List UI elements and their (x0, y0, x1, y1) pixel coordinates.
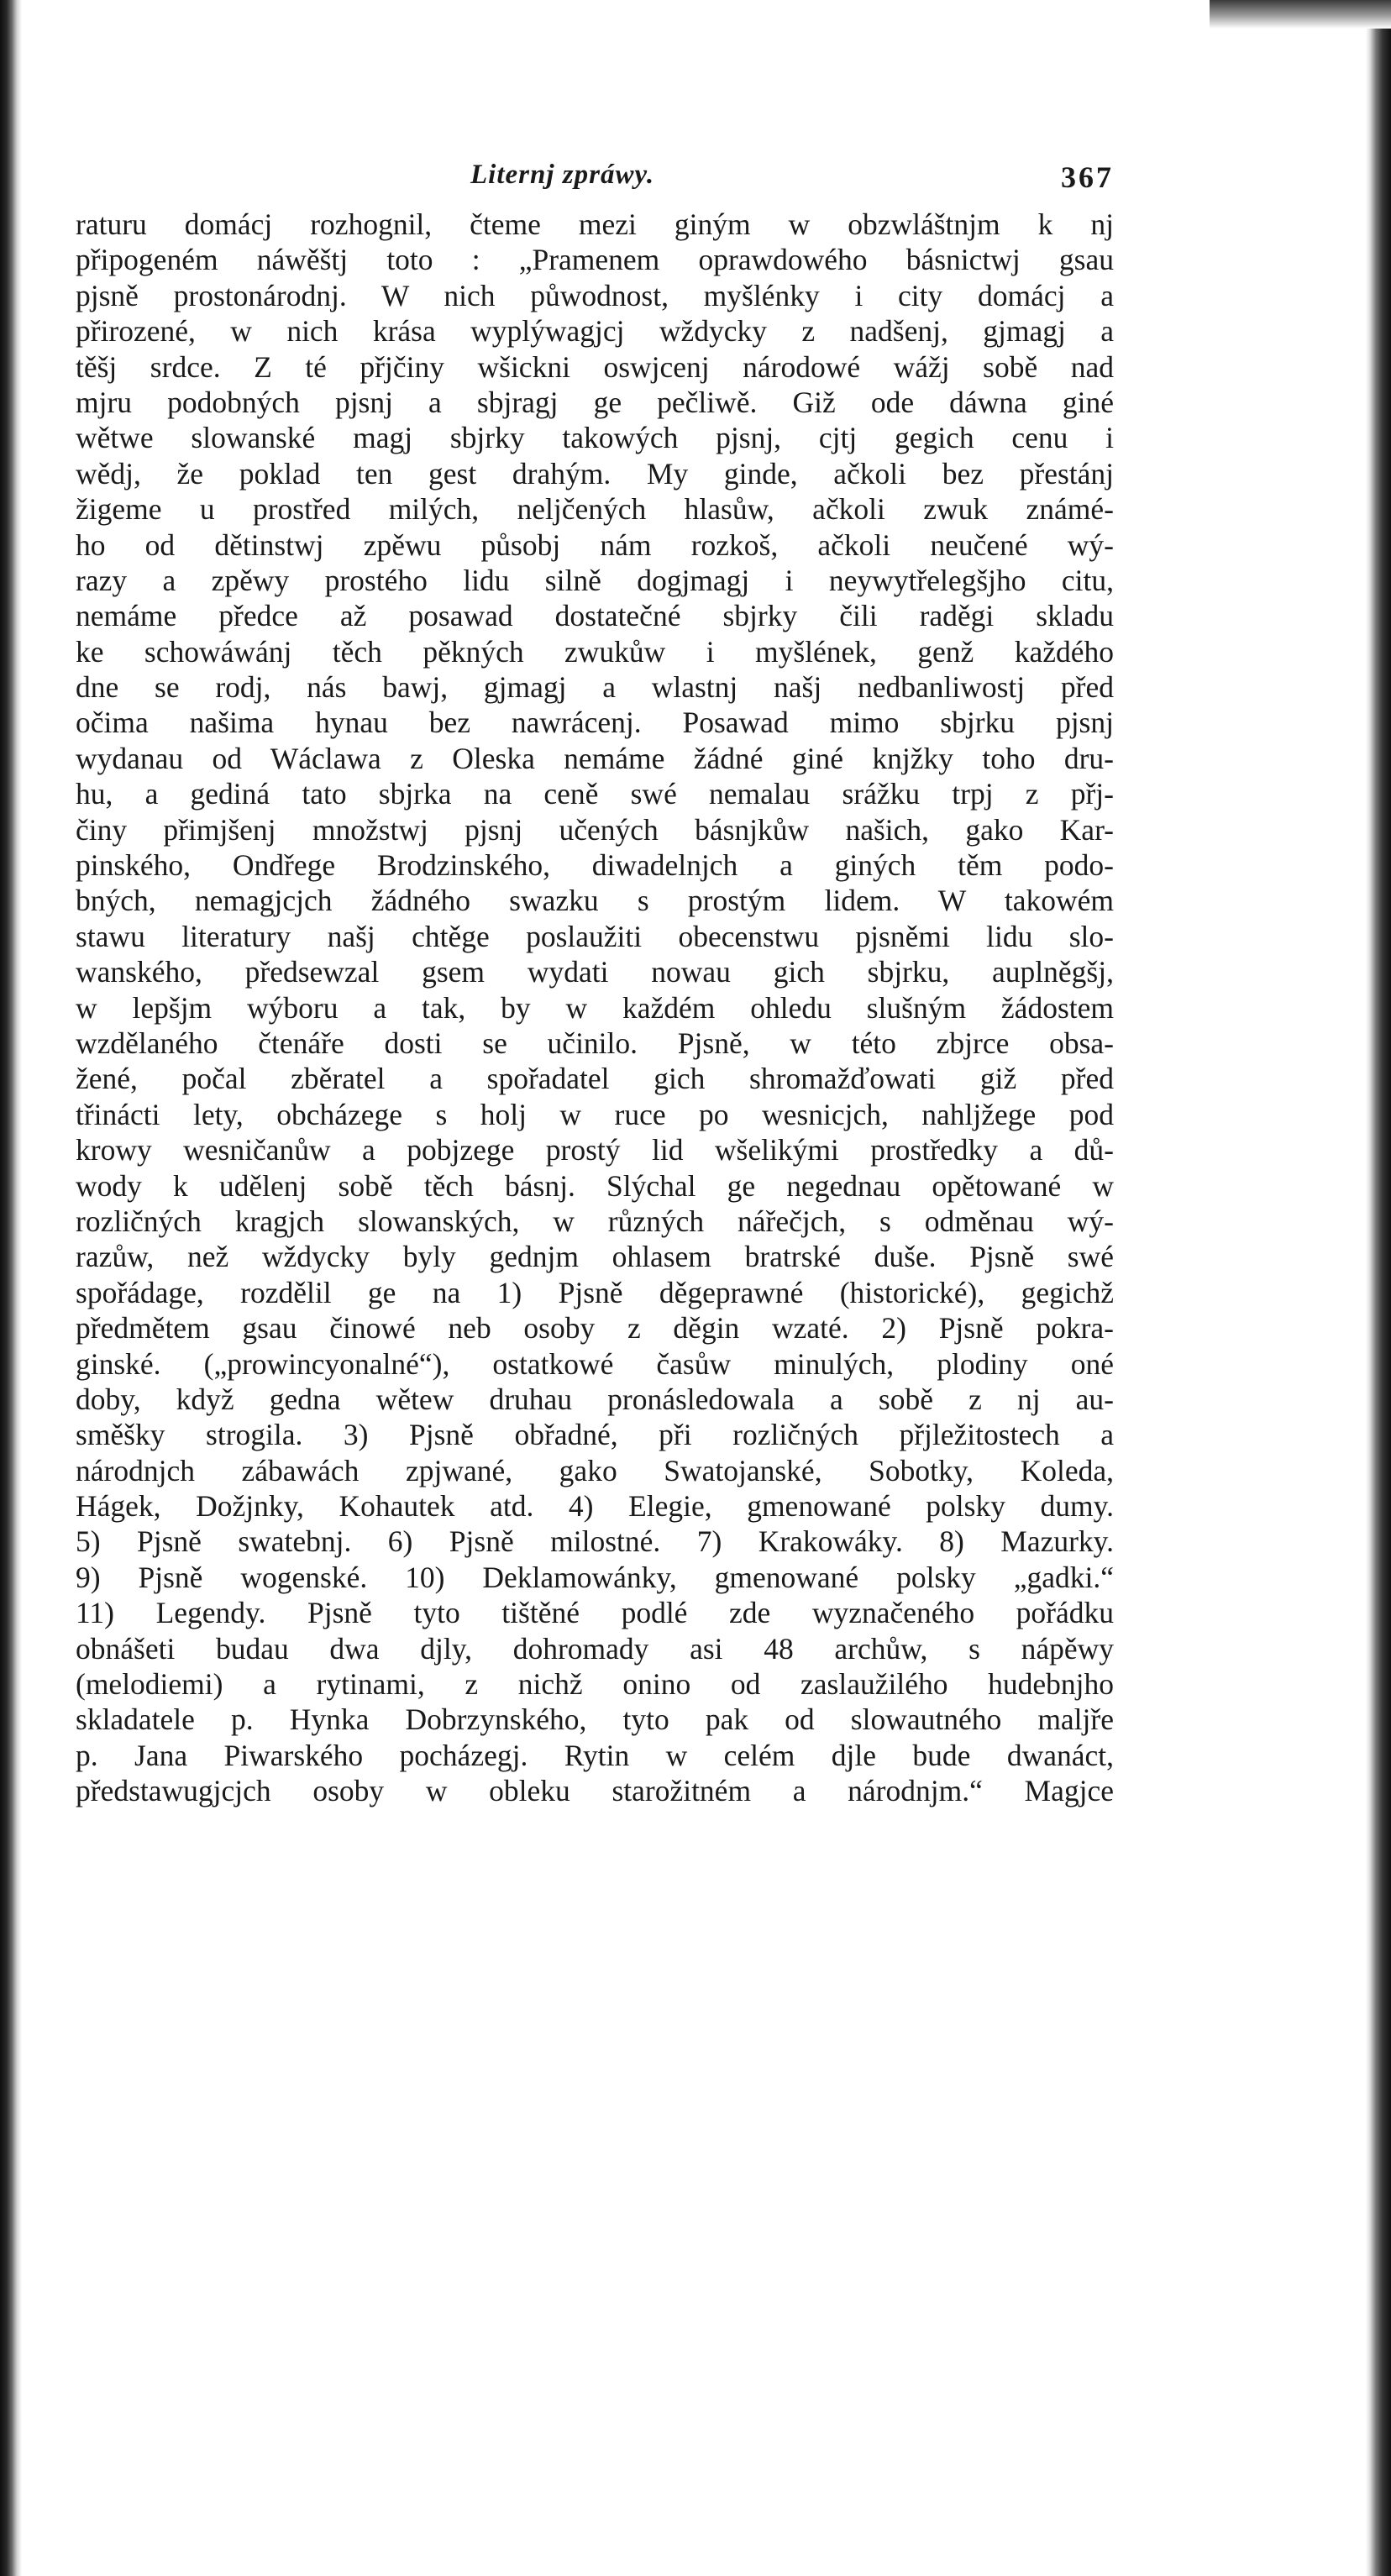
text-line: národnjch zábawách zpjwané, gako Swatojanské, Sobotky, Koleda, (76, 1453, 1114, 1487)
text-line: žené, počal zběratel a spořadatel gich shromažďowati giž před (76, 1062, 1114, 1096)
scan-top-shadow (1210, 0, 1391, 29)
text-line: Hágek, Dožjnky, Kohautek atd. 4) Elegie, gmenowané polsky dumy. (76, 1489, 1114, 1524)
page-number: 367 (1061, 160, 1114, 194)
book-page (76, 126, 1114, 1809)
text-line: pjsně prostonárodnj. W nich půwodnost, myšlénky i city domácj a (76, 278, 1114, 312)
text-line: krowy wesničanůw a pobjzege prostý lid wšelikými prostředky a dů- (76, 1133, 1114, 1167)
text-line: wody k udělenj sobě těch básnj. Slýchal ge negednau opětowané w (76, 1168, 1114, 1203)
text-line: doby, když gedna wětew druhau pronásledowala a sobě z nj au- (76, 1382, 1114, 1416)
text-line: ke schowáwánj těch pěkných zwukůw i myšlének, genž každého (76, 634, 1114, 669)
text-line: dne se rodj, nás bawj, gjmagj a wlastnj našj nedbanliwostj před (76, 670, 1114, 705)
text-line: 5) Pjsně swatebnj. 6) Pjsně milostné. 7) Krakowáky. 8) Mazurky. (76, 1524, 1114, 1559)
text-line: wětwe slowanské magj sbjrky takowých pjsnj, cjtj gegich cenu i (76, 421, 1114, 455)
scan-left-border (0, 0, 22, 2576)
text-line: nemáme předce až posawad dostatečné sbjrky čili raděgi skladu (76, 599, 1114, 633)
text-line: w lepšjm wýboru a tak, by w každém ohledu slušným žádostem (76, 990, 1114, 1025)
text-line: činy přimjšenj množstwj pjsnj učených básnjkůw našich, gako Kar- (76, 812, 1114, 847)
text-line: předstawugjcjch osoby w obleku starožitném a národnjm.“ Magjce (76, 1774, 1114, 1808)
text-line: připogeném náwěštj toto : „Pramenem oprawdowého básnictwj gsau (76, 243, 1114, 277)
text-line: bných, nemagjcjch žádného swazku s prostým lidem. W takowém (76, 884, 1114, 918)
text-line: směšky strogila. 3) Pjsně obřadné, při rozličných přjležitostech a (76, 1418, 1114, 1452)
text-line: hu, a gediná tato sbjrka na ceně swé nemalau srážku trpj z přj- (76, 777, 1114, 811)
text-line: rozličných kragjch slowanských, w různých nářečjch, s odměnau wý- (76, 1204, 1114, 1238)
text-line: třinácti lety, obcházege s holj w ruce po wesnicjch, nahljžege pod (76, 1097, 1114, 1131)
text-line: ginské. („prowincyonalné“), ostatkowé časůw minulých, plodiny oné (76, 1346, 1114, 1381)
text-line: wzdělaného čtenáře dosti se učinilo. Pjsně, w této zbjrce obsa- (76, 1026, 1114, 1060)
running-title: Liternj zpráwy. (470, 160, 655, 190)
text-line: pinského, Ondřege Brodzinského, diwadelnjch a giných těm podo- (76, 848, 1114, 883)
text-line: přirozené, w nich krása wyplýwagjcj wždycky z nadšenj, gjmagj a (76, 314, 1114, 349)
text-line: raturu domácj rozhognil, čteme mezi giným w obzwláštnjm k nj (76, 207, 1114, 241)
text-line: razy a zpěwy prostého lidu silně dogjmagj i neywytřelegšjho citu, (76, 563, 1114, 597)
text-line: razůw, než wždycky byly gednjm ohlasem bratrské duše. Pjsně swé (76, 1240, 1114, 1274)
text-line: stawu literatury našj chtěge poslaužiti obecenstwu pjsněmi lidu slo- (76, 919, 1114, 953)
text-line: 9) Pjsně wogenské. 10) Deklamowánky, gmenowané polsky „gadki.“ (76, 1560, 1114, 1594)
text-line: p. Jana Piwarského pocházegj. Rytin w celém djle bude dwanáct, (76, 1738, 1114, 1772)
text-line: (melodiemi) a rytinami, z nichž onino od zaslaužilého hudebnjho (76, 1667, 1114, 1702)
scan-right-border (1366, 0, 1391, 2576)
text-line: wědj, že poklad ten gest drahým. My ginde, ačkoli bez přestánj (76, 456, 1114, 491)
text-line: mjru podobných pjsnj a sbjragj ge pečliwě. Giž ode dáwna giné (76, 385, 1114, 419)
text-line: těšj srdce. Z té přjčiny wšickni oswjcenj národowé wážj sobě nad (76, 349, 1114, 384)
text-line: obnášeti budau dwa djly, dohromady asi 48 archůw, s nápěwy (76, 1631, 1114, 1666)
text-line: wanského, předsewzal gsem wydati nowau gich sbjrku, auplněgšj, (76, 955, 1114, 989)
running-head (76, 126, 1114, 194)
body-text (76, 207, 1114, 1809)
text-line: žigeme u prostřed milých, neljčených hlasůw, ačkoli zwuk známé- (76, 492, 1114, 527)
text-line: ho od dětinstwj zpěwu působj nám rozkoš, ačkoli neučené wý- (76, 527, 1114, 562)
text-line: wydanau od Wáclawa z Oleska nemáme žádné giné knjžky toho dru- (76, 741, 1114, 775)
text-line: spořádage, rozdělil ge na 1) Pjsně děgeprawné (historické), gegichž (76, 1275, 1114, 1309)
text-line: 11) Legendy. Pjsně tyto tištěné podlé zde wyznačeného pořádku (76, 1596, 1114, 1630)
text-line: předmětem gsau činowé neb osoby z děgin wzaté. 2) Pjsně pokra- (76, 1311, 1114, 1346)
text-line: očima našima hynau bez nawrácenj. Posawad mimo sbjrku pjsnj (76, 706, 1114, 740)
text-line: skladatele p. Hynka Dobrzynského, tyto pak od slowautného maljře (76, 1702, 1114, 1737)
